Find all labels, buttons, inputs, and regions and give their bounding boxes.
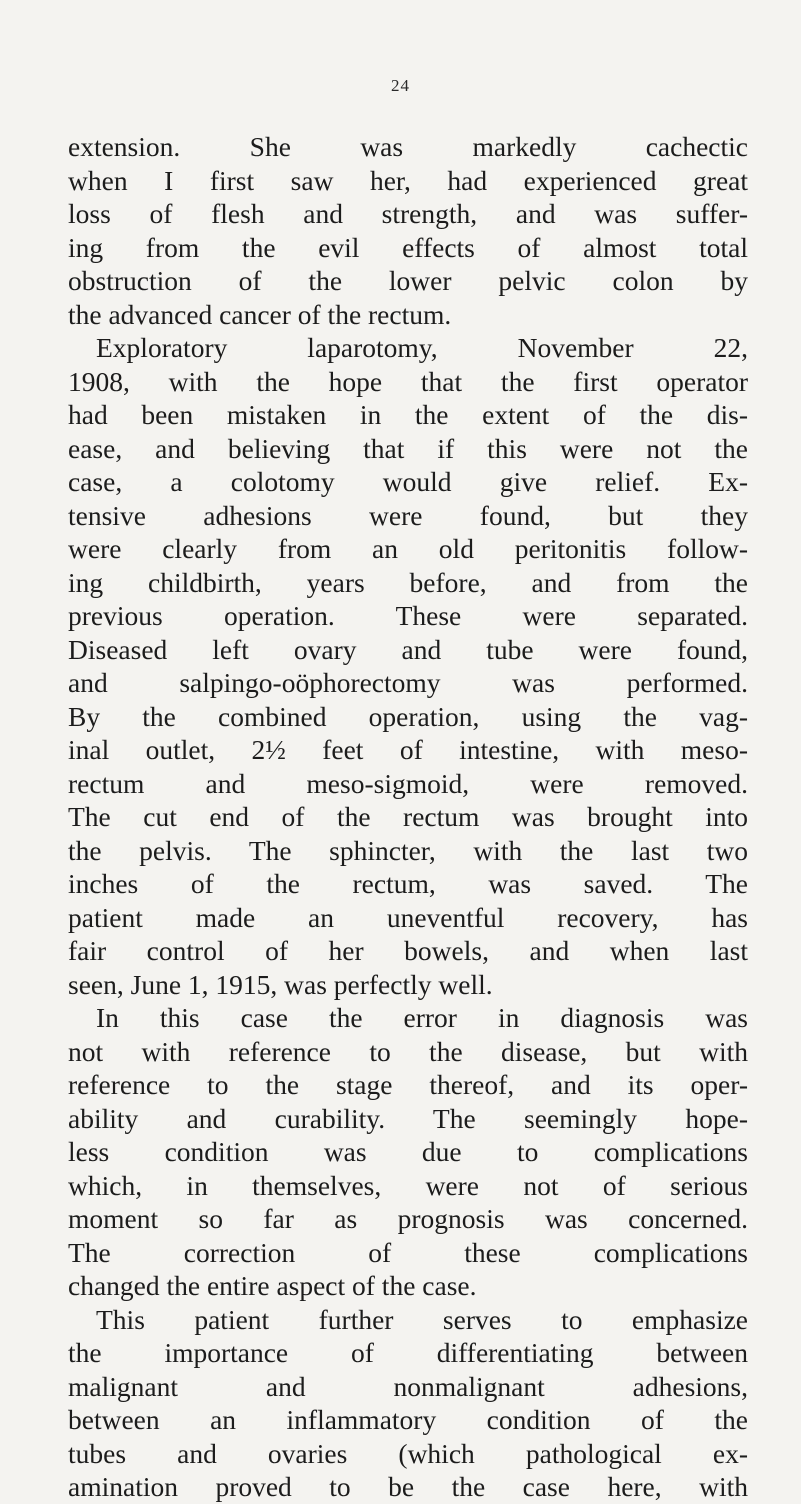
text-line: loss of flesh and strength, and was suffer- [68, 198, 748, 229]
text-line: the importance of differentiating between [68, 1337, 748, 1368]
text-line: case, a colotomy would give relief. Ex- [68, 466, 748, 497]
text-line: malignant and nonmalignant adhesions, [68, 1370, 748, 1402]
text-line: previous operation. These were separated. [68, 600, 748, 631]
text-line: not with reference to the disease, but with [68, 1035, 748, 1067]
body-text [68, 130, 748, 1504]
text-line: Diseased left ovary and tube were found, [68, 633, 748, 665]
text-line: when I first saw her, had experienced great [68, 164, 748, 196]
text-line: moment so far as prognosis was concerned. [68, 1203, 748, 1234]
text-line: inal outlet, 2½ feet of intestine, with meso- [68, 734, 748, 765]
text-line: patient made an uneventful recovery, has [68, 901, 748, 933]
text-line: This patient further serves to emphasize [96, 1303, 748, 1335]
text-line: the advanced cancer of the rectum. [68, 298, 452, 330]
text-line: 1908, with the hope that the first operator [68, 365, 748, 397]
page-number: 24 [391, 76, 410, 95]
text-line: fair control of her bowels, and when last [68, 935, 748, 966]
text-line: Exploratory laparotomy, November 22, [96, 332, 748, 363]
text-line: ability and curability. The seemingly hope- [68, 1102, 748, 1134]
text-line: extension. She was markedly cachectic [68, 131, 748, 162]
text-line: inches of the rectum, was saved. The [68, 868, 748, 899]
text-line: the pelvis. The sphincter, with the last two [68, 834, 748, 866]
text-line: between an inflammatory condition of the [68, 1404, 748, 1435]
text-line: rectum and meso-sigmoid, were removed. [68, 767, 748, 799]
text-line: obstruction of the lower pelvic colon by [68, 265, 748, 296]
text-line: had been mistaken in the extent of the dis- [68, 399, 748, 430]
text-line: The correction of these complications [68, 1236, 748, 1268]
text-line: amination proved to be the case here, with [68, 1471, 748, 1502]
text-line: changed the entire aspect of the case. [68, 1270, 477, 1301]
text-line: In this case the error in diagnosis was [96, 1002, 748, 1033]
text-line: ing childbirth, years before, and from the [68, 566, 748, 598]
text-line: By the combined operation, using the vag- [68, 700, 748, 732]
text-line: seen, June 1, 1915, was perfectly well. [68, 968, 493, 1000]
text-line: tubes and ovaries (which pathological ex- [68, 1437, 748, 1469]
text-line: which, in themselves, were not of serious [68, 1169, 748, 1201]
text-line: ing from the evil effects of almost total [68, 231, 748, 263]
text-line: and salpingo-oöphorectomy was performed. [68, 667, 748, 698]
text-line: reference to the stage thereof, and its oper- [68, 1069, 748, 1100]
text-line: were clearly from an old peritonitis follow- [68, 533, 748, 564]
text-line: tensive adhesions were found, but they [68, 499, 748, 531]
text-line: The cut end of the rectum was brought into [68, 801, 748, 832]
text-line: less condition was due to complications [68, 1136, 748, 1167]
text-line: ease, and believing that if this were not the [68, 432, 748, 464]
